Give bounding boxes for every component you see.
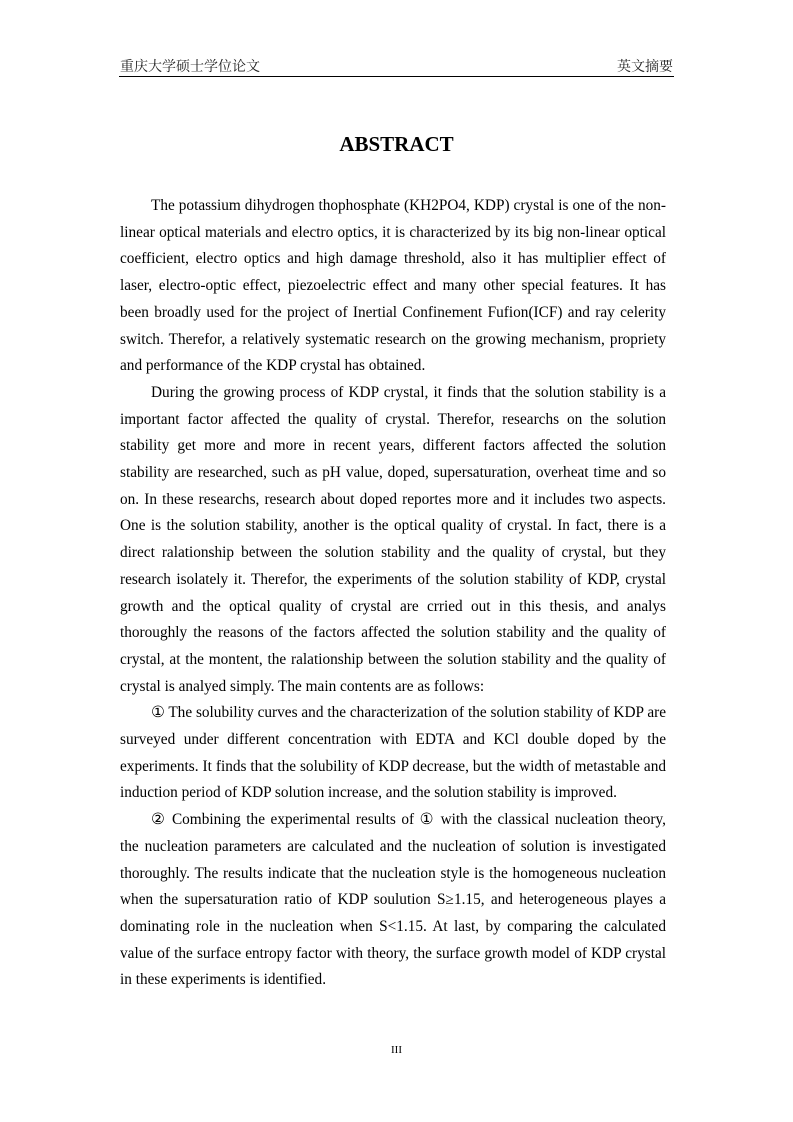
abstract-title: ABSTRACT [339, 132, 454, 156]
abstract-paragraph: ① The solubility curves and the characterization of the solution stability of KDP are surveyed under different concentration with EDTA and KCl double doped by the experiments. It finds that the solubility of KDP decrease, but the width of metastable and induction period of KDP solution increase, and the solution stability is improved. [120, 704, 666, 802]
running-header-right: 英文摘要 [617, 59, 673, 75]
abstract-paragraph: The potassium dihydrogen thophosphate (KH2PO4, KDP) crystal is one of the non-linear optical materials and electro optics, it is characterized by its big non-linear optical coefficient, electro optics and high damage threshold, also it has multiplier effect of laser, electro-optic effect, piezoelectric effect and many other special features. It has been broadly used for the project of Inertial Confinement Fufion(ICF) and ray celerity switch. Therefor, a relatively systematic research on the growing mechanism, propriety and performance of the KDP crystal has obtained. [120, 197, 666, 375]
running-header-left: 重庆大学硕士学位论文 [120, 59, 260, 75]
abstract-paragraph: ② Combining the experimental results of ① with the classical nucleation theory, the nucleation parameters are calculated and the nucleation of solution is investigated thoroughly. The results indicate that the nucleation style is the homogeneous nucleation when the supersaturation ratio of KDP soulution S≥1.15, and heterogeneous playes a dominating role in the nucleation when S<1.15. At last, by comparing the calculated value of the surface entropy factor with theory, the surface growth model of KDP crystal in these experiments is identified. [120, 811, 666, 989]
abstract-body [120, 193, 666, 994]
header-rule [119, 76, 674, 77]
abstract-paragraph: During the growing process of KDP crystal, it finds that the solution stability is a important factor affected the quality of crystal. Therefor, researchs on the solution stability get more and more in recent years, different factors affected the solution stability are researched, such as pH value, doped, supersaturation, overheat time and so on. In these researchs, research about doped reportes more and it includes two aspects. One is the solution stability, another is the optical quality of crystal. In fact, there is a direct ralationship between the solution stability and the quality of crystal, but they research isolately it. Therefor, the experiments of the solution stability of KDP, crystal growth and the optical quality of crystal are crried out in this thesis, and analys thoroughly the reasons of the factors affected the solution stability and the quality of crystal, at the montent, the ralationship between the solution stability and the quality of crystal is analyed simply. The main contents are as follows: [120, 383, 666, 695]
page-number: III [391, 1044, 402, 1056]
